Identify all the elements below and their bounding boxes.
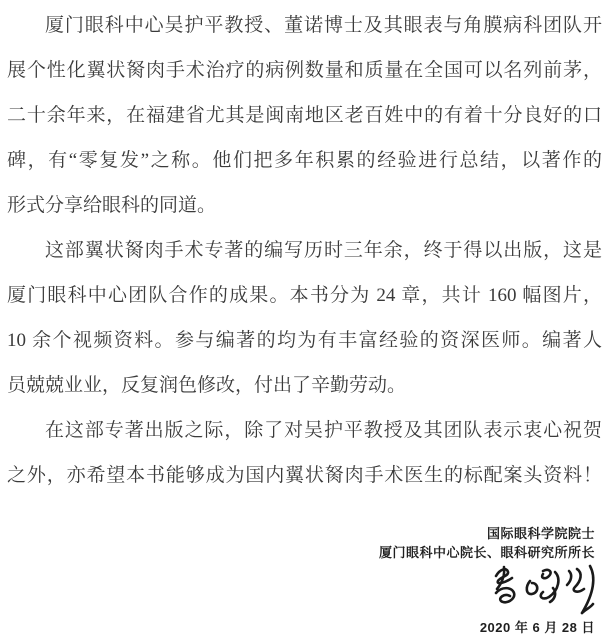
paragraph (7, 3, 602, 228)
text-line: 之外，亦希望本书能够成为国内翼状胬肉手术医生的标配案头资料！ (7, 465, 602, 486)
text-line: 员兢兢业业，反复润色修改，付出了辛勤劳动。 (7, 375, 407, 396)
text-line: 碑，有“零复发”之称。他们把多年积累的经验进行总结，以著作的 (7, 150, 602, 171)
signer-title-1: 国际眼科学院院士 (486, 526, 595, 541)
text-line: 10 余个视频资料。参与编著的均为有丰富经验的资深医师。编著人 (7, 330, 602, 351)
text-line: 二十余年来，在福建省尤其是闽南地区老百姓中的有着十分良好的口 (7, 105, 602, 126)
text-line: 形式分享给眼科的同道。 (7, 195, 217, 216)
body-text (7, 3, 602, 498)
paragraph (7, 408, 602, 498)
paragraph (7, 228, 602, 408)
text-line: 展个性化翼状胬肉手术治疗的病例数量和质量在全国可以名列前茅， (7, 60, 602, 81)
handwritten-signature-icon (489, 563, 605, 617)
signer-title-2: 厦门眼科中心院长、眼科研究所所长 (378, 545, 595, 560)
signature-block (379, 524, 595, 637)
text-line: 这部翼状胬肉手术专著的编写历时三年余，终于得以出版，这是 (45, 240, 602, 261)
text-line: 厦门眼科中心团队合作的成果。本书分为 24 章，共计 160 幅图片， (7, 285, 602, 306)
text-line: 厦门眼科中心吴护平教授、董诺博士及其眼表与角膜病科团队开 (45, 15, 602, 36)
text-line: 在这部专著出版之际，除了对吴护平教授及其团队表示衷心祝贺 (45, 420, 602, 441)
signature-date: 2020 年 6 月 28 日 (479, 620, 595, 635)
